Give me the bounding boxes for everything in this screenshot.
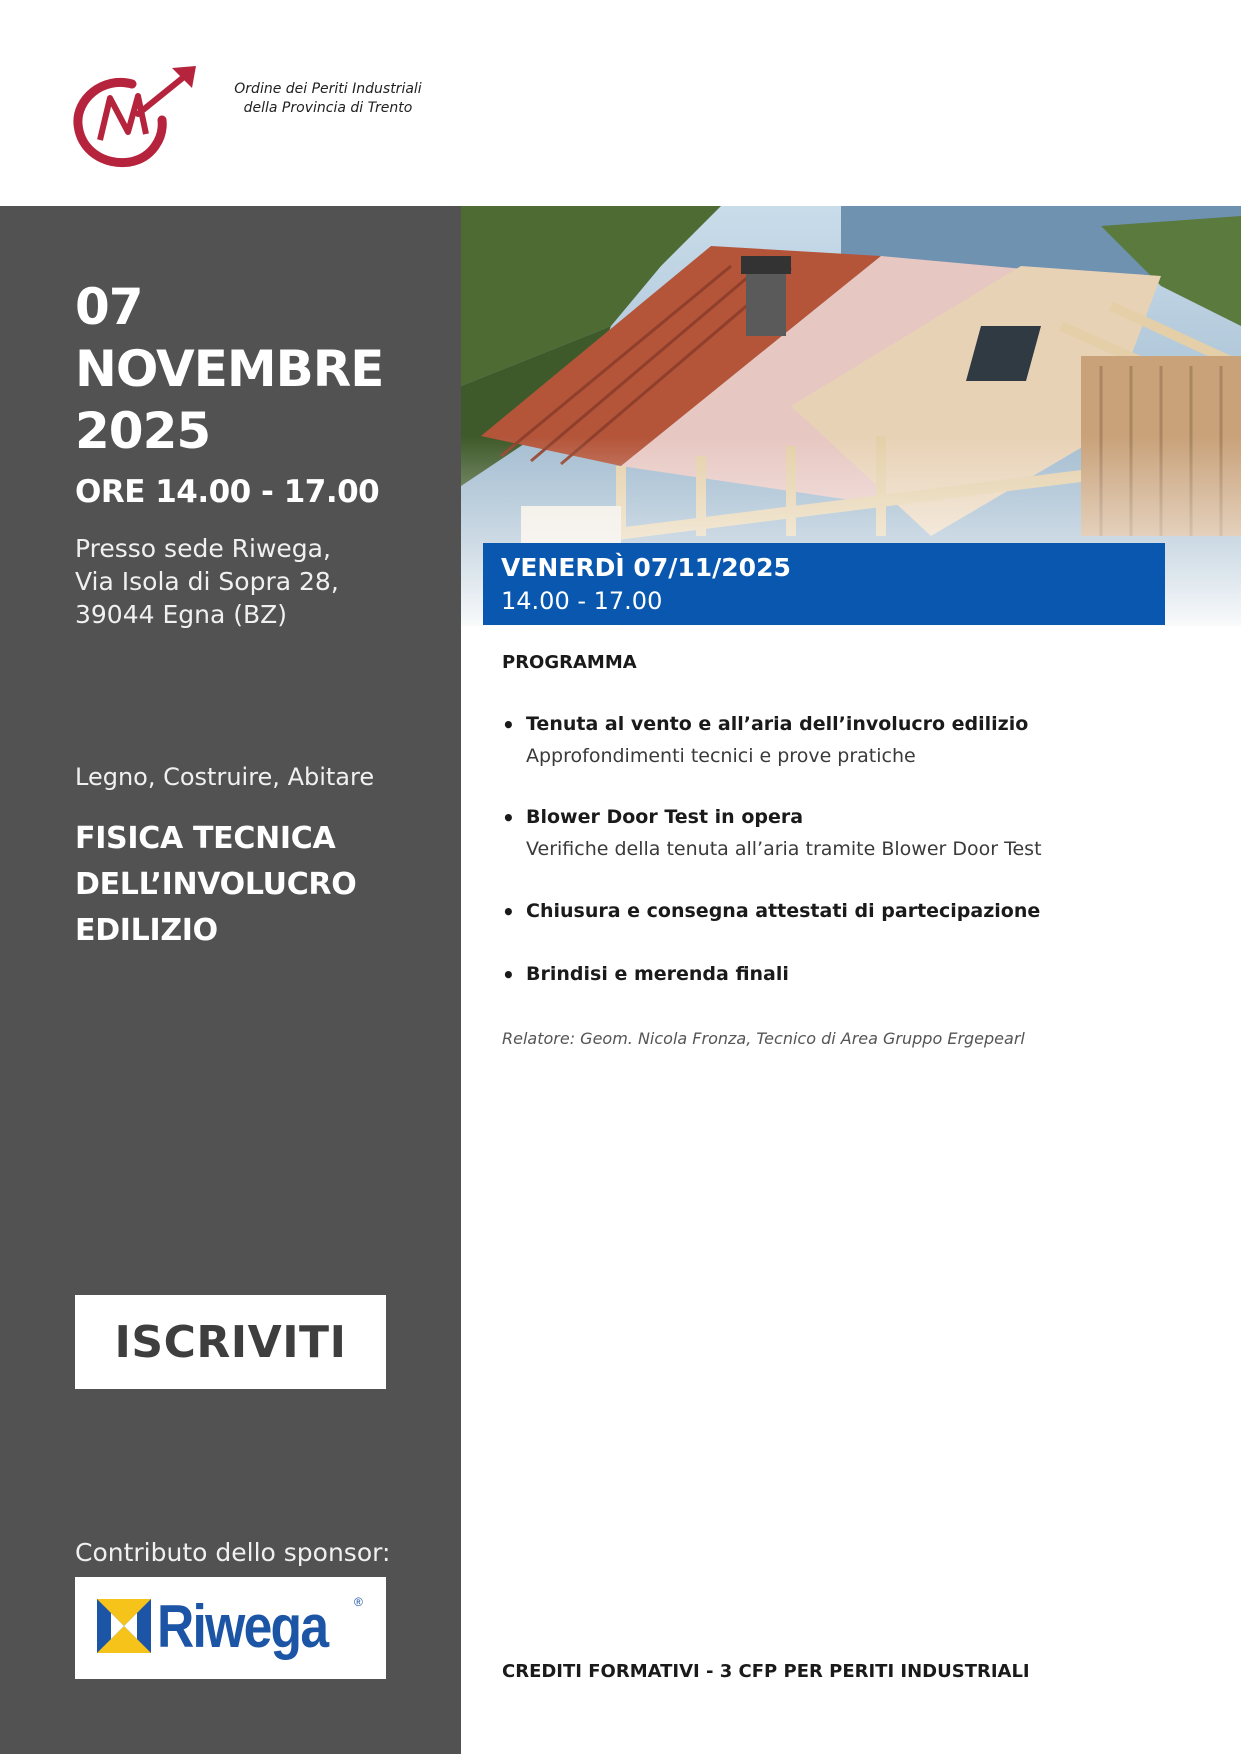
event-date-year: 2025 — [75, 402, 211, 460]
header — [0, 0, 1241, 206]
org-name — [218, 80, 438, 118]
sponsor-name: Riwega — [157, 1593, 328, 1660]
speaker-note: Relatore: Geom. Nicola Fronza, Tecnico di Area Gruppo Ergepearl — [502, 1029, 1025, 1048]
bullet-icon: • — [502, 963, 515, 987]
riwega-logo-icon — [97, 1599, 151, 1653]
sponsor-logo[interactable] — [75, 1577, 386, 1679]
program-item-desc: Approfondimenti tecnici e prove pratiche — [526, 745, 916, 767]
org-name-line2: della Provincia di Trento — [243, 100, 413, 116]
register-button[interactable]: ISCRIVITI — [75, 1295, 386, 1389]
program-item-title: Chiusura e consegna attestati di partecipazione — [526, 900, 1041, 922]
program-item-desc: Verifiche della tenuta all’aria tramite Blower Door Test — [526, 838, 1042, 860]
date-banner — [483, 543, 1165, 625]
org-logo-icon — [72, 62, 202, 172]
address-line2: Via Isola di Sopra 28, — [75, 567, 339, 596]
address-line3: 39044 Egna (BZ) — [75, 600, 288, 629]
event-time: ORE 14.00 - 17.00 — [75, 474, 380, 510]
event-date — [75, 276, 445, 462]
bullet-icon: • — [502, 713, 515, 737]
bullet-icon: • — [502, 806, 515, 830]
banner-time: 14.00 - 17.00 — [501, 587, 663, 615]
address-line1: Presso sede Riwega, — [75, 534, 331, 563]
event-address — [75, 532, 339, 631]
banner-day: VENERDÌ 07/11/2025 — [501, 553, 791, 582]
credits-note: CREDITI FORMATIVI - 3 CFP PER PERITI INDUSTRIALI — [502, 1661, 1030, 1682]
sponsor-label: Contributo dello sponsor: — [75, 1538, 391, 1567]
event-date-month: NOVEMBRE — [75, 340, 384, 398]
sidebar — [0, 206, 461, 1754]
program-heading: PROGRAMMA — [502, 652, 637, 673]
org-name-line1: Ordine dei Periti Industriali — [234, 81, 422, 97]
course-title — [75, 816, 356, 954]
event-date-day: 07 — [75, 278, 143, 336]
course-title-line2: DELL’INVOLUCRO — [75, 867, 357, 902]
course-title-line1: FISICA TECNICA — [75, 821, 336, 856]
course-title-line3: EDILIZIO — [75, 913, 218, 948]
program-item-title: Tenuta al vento e all’aria dell’involucro edilizio — [526, 713, 1029, 735]
program-item-title: Brindisi e merenda finali — [526, 963, 789, 985]
sponsor-registered-mark: ® — [354, 1595, 363, 1609]
bullet-icon: • — [502, 900, 515, 924]
event-subtitle: Legno, Costruire, Abitare — [75, 763, 375, 791]
program-item-title: Blower Door Test in opera — [526, 806, 804, 828]
